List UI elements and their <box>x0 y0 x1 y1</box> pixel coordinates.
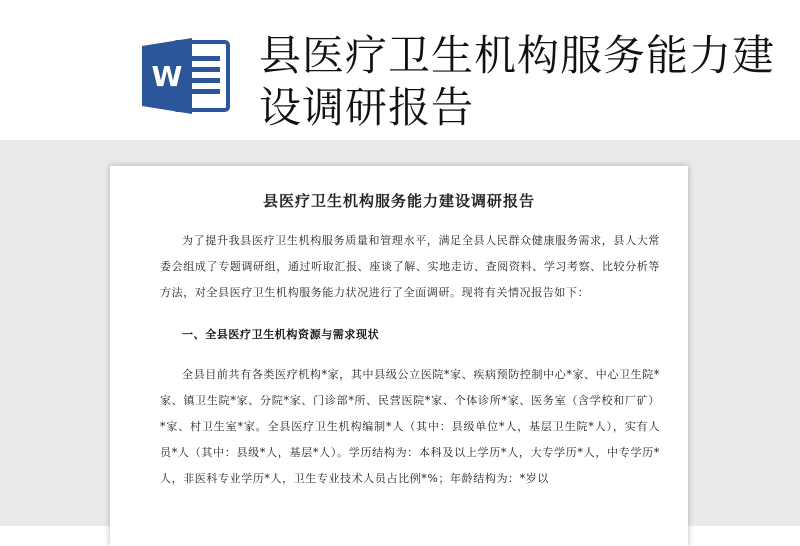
document-title: 县医疗卫生机构服务能力建设调研报告 <box>262 192 535 210</box>
banner-title: 县医疗卫生机构服务能力建设调研报告 <box>259 31 776 132</box>
intro-paragraph: 为了提升我县医疗卫生机构服务质量和管理水平，满足全县人民群众健康服务需求，县人大常委会组成了专题调研组，通过听取汇报、座谈了解、实地走访、查阅资料、学习考察、比较分析等方法，对全县医疗卫生机构服务能力状况进行了全面调研。现将有关情况报告如下： <box>160 234 660 299</box>
word-icon-letter: W <box>151 60 183 93</box>
section-heading: 一、全县医疗卫生机构资源与需求现状 <box>182 328 380 341</box>
section-paragraph: 全县目前共有各类医疗机构*家，其中县级公立医院*家、疾病预防控制中心*家、中心卫生院*家、镇卫生院*家、分院*家、门诊部*所、民营医院*家、个体诊所*家、医务室（含学校和厂矿）*家、村卫生室*家。全县医疗卫生机构编制*人（其中：县级单位*人，基层卫生院*人），实有人员*人（其中：县级*人，基层*人）。学历结构为：本科及以上学历*人，大专学历*人，中专学历*人，非医科专业学历*人，卫生专业技术人员占比例*%；年龄结构为：*岁以 <box>160 368 660 485</box>
document-page <box>110 166 688 546</box>
banner <box>0 0 800 140</box>
word-document-icon <box>140 36 232 116</box>
